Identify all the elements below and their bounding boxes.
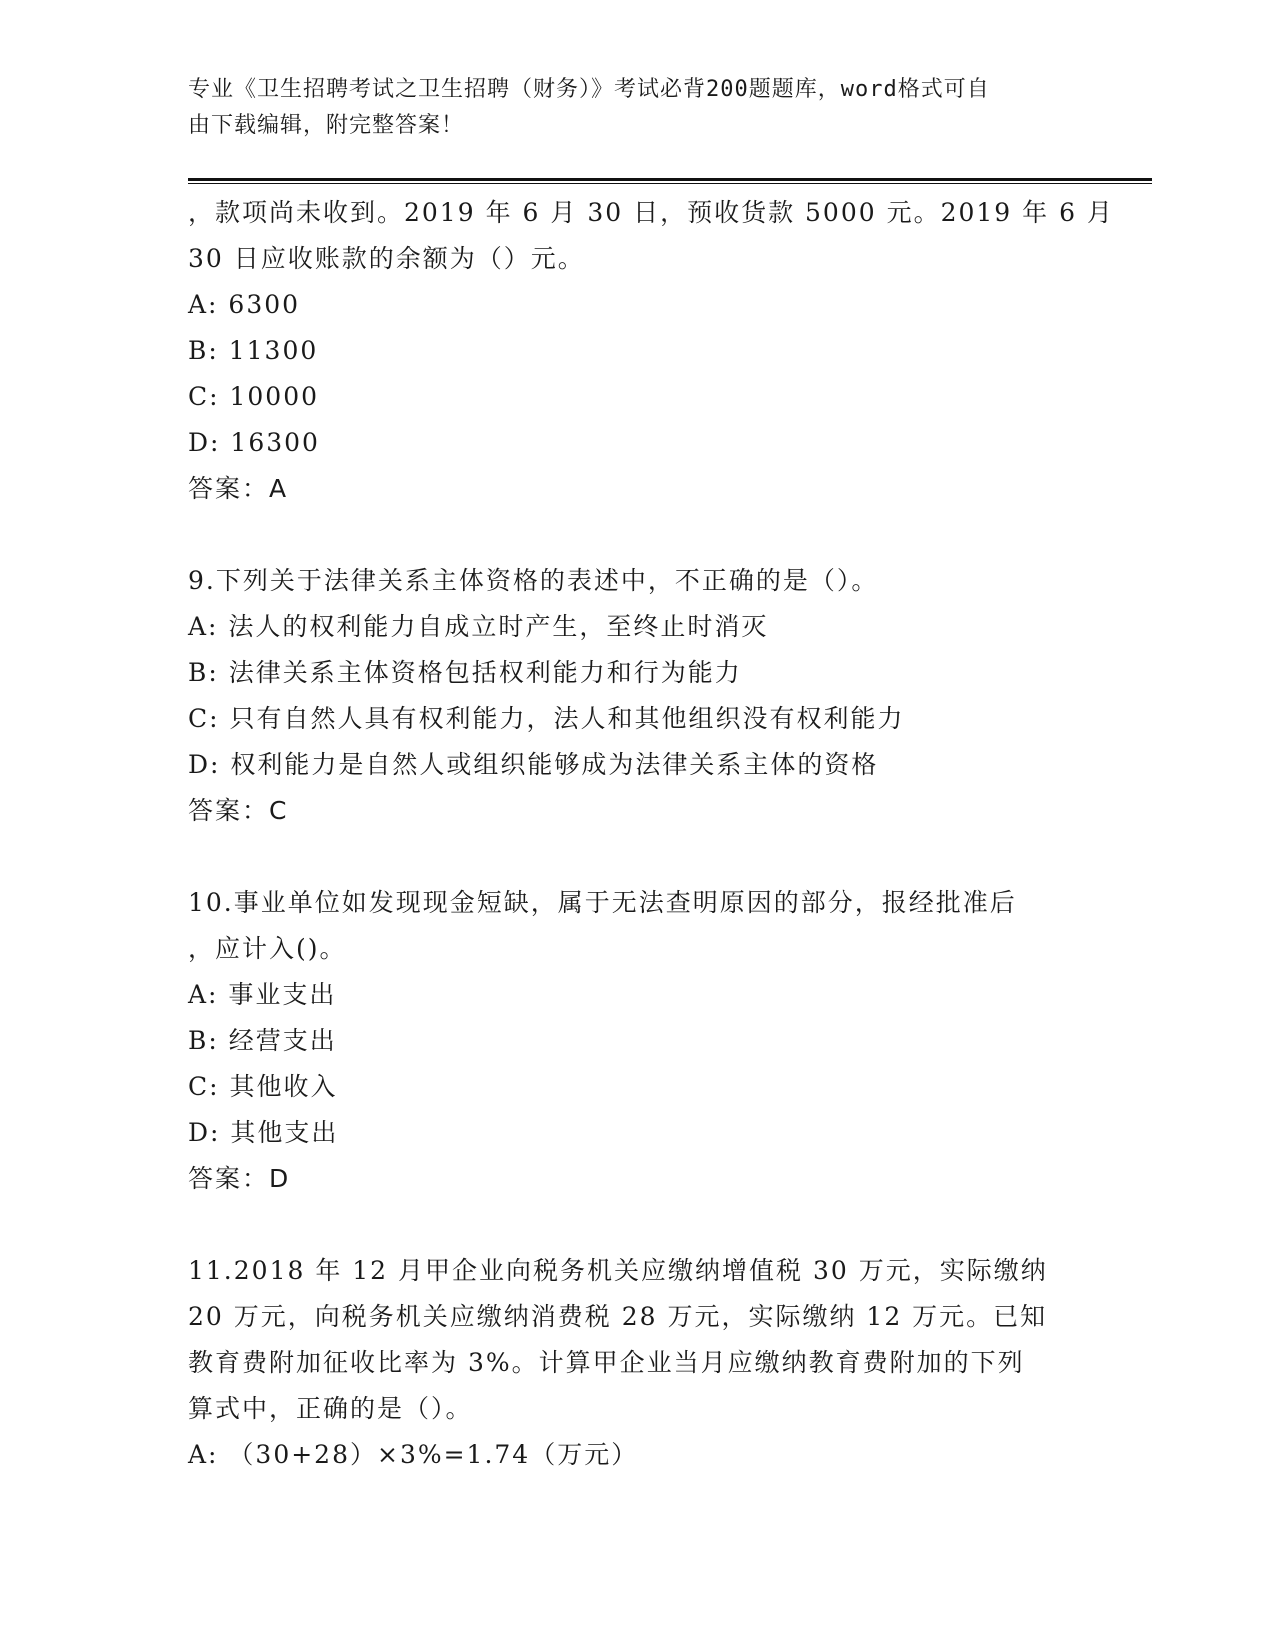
- document-header: [188, 72, 1068, 144]
- question-spacer: [188, 834, 1088, 880]
- question-stem-line: 教育费附加征收比率为 3%。计算甲企业当月应缴纳教育费附加的下列: [188, 1348, 1025, 1377]
- question-stem-line: 20 万元，向税务机关应缴纳消费税 28 万元，实际缴纳 12 万元。已知: [188, 1302, 1048, 1331]
- option-d: D: 16300: [188, 428, 320, 457]
- question-stem-line: 11.2018 年 12 月甲企业向税务机关应缴纳增值税 30 万元，实际缴纳: [188, 1256, 1048, 1285]
- option-a: A: 法人的权利能力自成立时产生，至终止时消灭: [188, 612, 769, 641]
- option-b: B: 11300: [188, 336, 319, 365]
- option-c: C: 其他收入: [188, 1072, 338, 1101]
- question-stem-line: ，应计入()。: [188, 934, 347, 963]
- header-divider-thin: [188, 183, 1152, 184]
- answer-key: 答案：A: [188, 474, 289, 503]
- question-stem-line: 10.事业单位如发现现金短缺，属于无法查明原因的部分，报经批准后: [188, 888, 1017, 917]
- question-stem-line: 30 日应收账款的余额为（）元。: [188, 244, 585, 273]
- option-b: B: 法律关系主体资格包括权利能力和行为能力: [188, 658, 742, 687]
- question-stem-line: 算式中，正确的是（）。: [188, 1394, 473, 1423]
- question-spacer: [188, 512, 1088, 558]
- option-d: D: 其他支出: [188, 1118, 339, 1147]
- option-d: D: 权利能力是自然人或组织能够成为法律关系主体的资格: [188, 750, 879, 779]
- question-spacer: [188, 1202, 1088, 1248]
- question-8: [188, 190, 1114, 512]
- question-list: [188, 190, 1114, 1478]
- option-a: A: 6300: [188, 290, 301, 319]
- question-11: [188, 1248, 1088, 1478]
- header-title-line-1: 专业《卫生招聘考试之卫生招聘（财务）》考试必背200题题库，word格式可自: [188, 77, 990, 102]
- question-10: [188, 880, 1088, 1202]
- option-c: C: 只有自然人具有权利能力，法人和其他组织没有权利能力: [188, 704, 905, 733]
- answer-key: 答案：D: [188, 1164, 291, 1193]
- option-a: A: （30+28）×3%=1.74（万元）: [188, 1440, 639, 1469]
- question-9: [188, 558, 1088, 834]
- question-stem-line: 9.下列关于法律关系主体资格的表述中，不正确的是（）。: [188, 566, 879, 595]
- question-stem-line: ，款项尚未收到。2019 年 6 月 30 日，预收货款 5000 元。2019 年 6 月: [188, 198, 1114, 227]
- option-a: A: 事业支出: [188, 980, 337, 1009]
- option-b: B: 经营支出: [188, 1026, 337, 1055]
- header-title-line-2: 由下载编辑，附完整答案！: [188, 113, 465, 138]
- option-c: C: 10000: [188, 382, 320, 411]
- header-divider-thick: [188, 178, 1152, 181]
- answer-key: 答案：C: [188, 796, 289, 825]
